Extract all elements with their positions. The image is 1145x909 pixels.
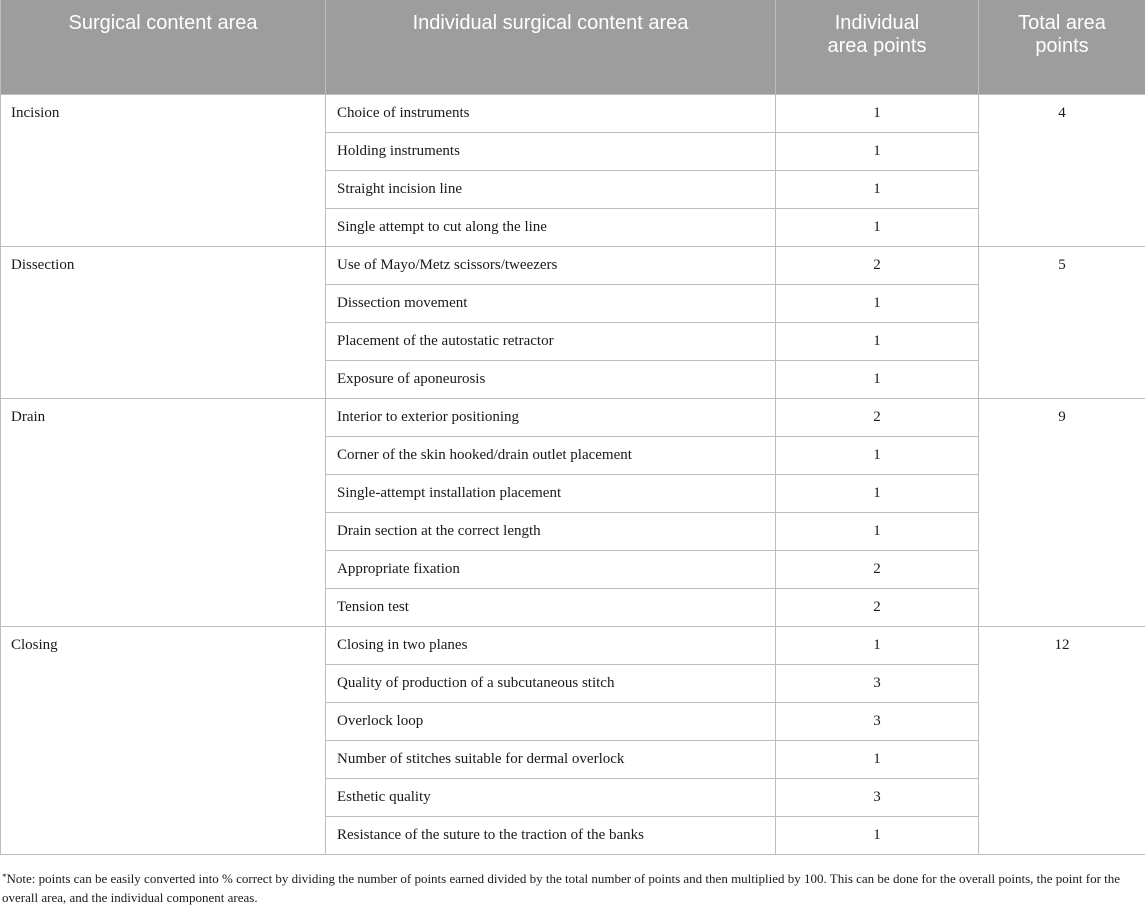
table-row [1,626,1145,664]
surgical-area-cell: Incision [1,94,326,246]
individual-points-cell: 2 [776,398,979,436]
individual-points-cell: 1 [776,474,979,512]
individual-area-cell: Tension test [326,588,776,626]
individual-points-cell: 1 [776,436,979,474]
individual-points-cell: 3 [776,702,979,740]
table-row [1,246,1145,284]
individual-area-cell: Interior to exterior positioning [326,398,776,436]
total-points-cell: 12 [979,626,1145,854]
individual-points-cell: 1 [776,170,979,208]
total-points-cell: 5 [979,246,1145,398]
individual-points-cell: 1 [776,322,979,360]
header-surgical-content-area: Surgical content area [1,0,326,94]
footnote-text: Note: points can be easily converted into % correct by dividing the number of points earned divided by the total number of points and then multiplied by 100. This can be done for the overall points, the point for the overall area, and the individual component areas. [2,871,1121,905]
individual-area-cell: Corner of the skin hooked/drain outlet placement [326,436,776,474]
individual-area-cell: Drain section at the correct length [326,512,776,550]
individual-points-cell: 2 [776,550,979,588]
individual-points-cell: 1 [776,626,979,664]
individual-area-cell: Single-attempt installation placement [326,474,776,512]
table-header [1,0,1145,94]
individual-points-cell: 3 [776,778,979,816]
individual-area-cell: Esthetic quality [326,778,776,816]
individual-area-cell: Closing in two planes [326,626,776,664]
individual-area-cell: Overlock loop [326,702,776,740]
individual-area-cell: Use of Mayo/Metz scissors/tweezers [326,246,776,284]
individual-area-cell: Dissection movement [326,284,776,322]
header-individual-surgical-content-area: Individual surgical content area [326,0,776,94]
surgical-area-cell: Drain [1,398,326,626]
total-points-cell: 9 [979,398,1145,626]
individual-points-cell: 1 [776,284,979,322]
table-row [1,94,1145,132]
table-footnote [2,869,1142,907]
individual-area-cell: Quality of production of a subcutaneous stitch [326,664,776,702]
individual-points-cell: 1 [776,360,979,398]
individual-area-cell: Placement of the autostatic retractor [326,322,776,360]
header-total-area-points: Total area points [979,0,1145,94]
table-body [1,94,1145,854]
individual-area-cell: Resistance of the suture to the traction of the banks [326,816,776,854]
surgical-area-cell: Closing [1,626,326,854]
individual-area-cell: Exposure of aponeurosis [326,360,776,398]
individual-area-cell: Single attempt to cut along the line [326,208,776,246]
individual-area-cell: Appropriate fixation [326,550,776,588]
individual-points-cell: 1 [776,512,979,550]
individual-area-cell: Straight incision line [326,170,776,208]
individual-points-cell: 1 [776,740,979,778]
table-row [1,398,1145,436]
footnote-marker: * [2,872,7,882]
individual-area-cell: Holding instruments [326,132,776,170]
surgical-area-cell: Dissection [1,246,326,398]
individual-points-cell: 1 [776,208,979,246]
individual-points-cell: 1 [776,132,979,170]
individual-points-cell: 1 [776,816,979,854]
individual-points-cell: 2 [776,246,979,284]
total-points-cell: 4 [979,94,1145,246]
individual-area-cell: Choice of instruments [326,94,776,132]
header-individual-area-points: Individual area points [776,0,979,94]
individual-area-cell: Number of stitches suitable for dermal overlock [326,740,776,778]
individual-points-cell: 1 [776,94,979,132]
individual-points-cell: 3 [776,664,979,702]
individual-points-cell: 2 [776,588,979,626]
